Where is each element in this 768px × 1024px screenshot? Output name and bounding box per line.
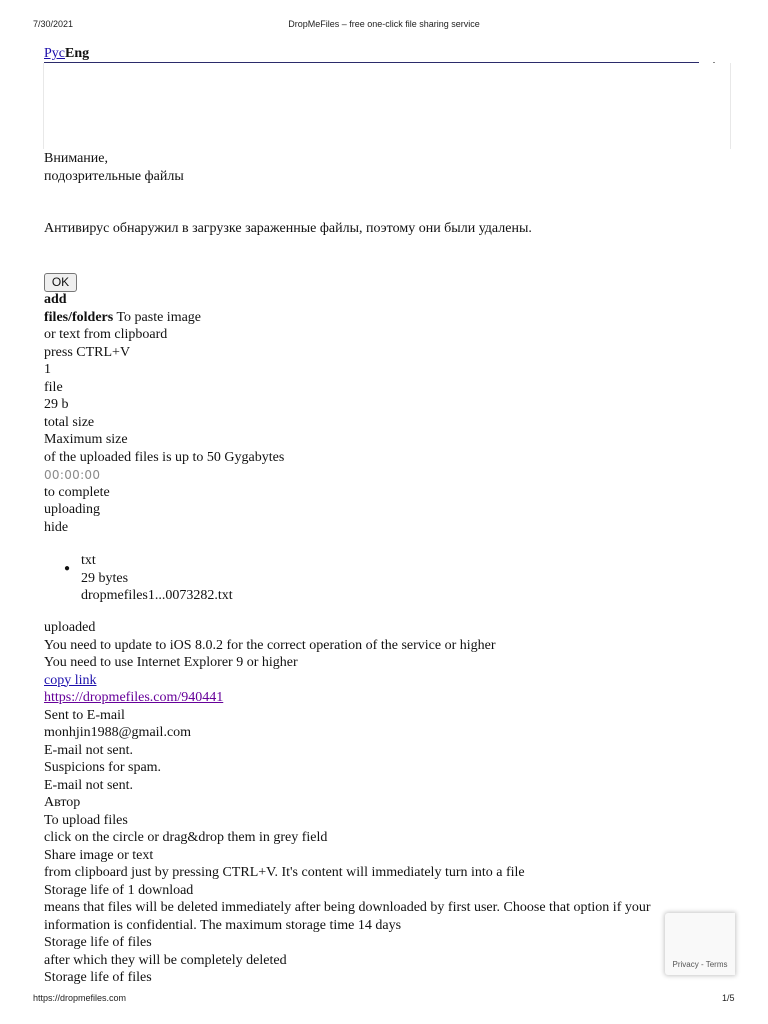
max-size-title: Maximum size (44, 432, 128, 447)
max-size-text: of the uploaded files is up to 50 Gygabytes (44, 449, 285, 465)
storage-1-text-1: means that files will be deleted immediately after being downloaded by first user. Choose that option if your (44, 900, 651, 915)
ios-notice: You need to update to iOS 8.0.2 for the correct operation of the service or higher (44, 637, 496, 653)
storage-2-title: Storage life of files (44, 935, 152, 950)
share-url-link[interactable]: https://dropmefiles.com/940441 (44, 690, 224, 705)
email-value: monhjin1988@gmail.com (44, 725, 192, 740)
upload-frame (43, 63, 731, 149)
spam-notice: Suspicions for spam. (44, 760, 162, 775)
share-help-title: Share image or text (44, 847, 154, 863)
upload-timer: 00:00:00 (44, 468, 101, 482)
print-date: 7/30/2021 (33, 19, 74, 29)
email-not-sent-1: E-mail not sent. (44, 742, 134, 758)
print-page-number: 1/5 (722, 993, 735, 1003)
file-size: 29 bytes (81, 570, 129, 586)
print-title: DropMeFiles – free one-click file sharing service (288, 19, 480, 29)
warning-title-1: Внимание, (44, 151, 108, 166)
storage-1-title: Storage life of 1 download (44, 882, 194, 898)
recaptcha-terms (665, 960, 735, 969)
ie-notice: You need to use Internet Explorer 9 or higher (44, 655, 298, 670)
storage-1-text-2: information is confidential. The maximum storage time 14 days (44, 917, 402, 933)
print-url: https://dropmefiles.com (33, 993, 127, 1003)
copy-link[interactable]: copy link (44, 672, 97, 688)
recaptcha-badge (665, 913, 735, 975)
sent-to-email-label: Sent to E-mail (44, 707, 125, 723)
warning-message: Антивирус обнаружил в загрузке зараженные файлы, поэтому они были удалены. (44, 221, 532, 236)
lang-ru-link[interactable]: Рус (44, 46, 65, 61)
warning-title-2: подозрительные файлы (44, 168, 184, 184)
ok-button[interactable]: OK (44, 273, 77, 292)
file-item (81, 552, 233, 605)
language-switcher (44, 45, 89, 62)
uploading-label: uploading (44, 502, 100, 517)
terms-separator: - (698, 960, 706, 969)
file-name: dropmefiles1...0073282.txt (81, 588, 233, 603)
hide-toggle[interactable]: hide (44, 519, 69, 535)
total-size-value: 29 b (44, 397, 69, 412)
uploaded-label: uploaded (44, 620, 96, 635)
paste-hint-2: or text from clipboard (44, 327, 168, 342)
total-size-label: total size (44, 414, 95, 430)
add-label[interactable]: add (44, 292, 67, 307)
storage-2-text: after which they will be completely deleted (44, 952, 287, 968)
privacy-link[interactable]: Privacy (672, 960, 699, 969)
file-ext: txt (81, 553, 96, 568)
to-complete-label: to complete (44, 484, 110, 500)
file-label: file (44, 379, 63, 395)
share-help-text: from clipboard just by pressing CTRL+V. It's content will immediately turn into a file (44, 865, 525, 880)
author-label: Автор (44, 795, 81, 810)
lang-en-current: Eng (65, 46, 90, 61)
upload-help-title: To upload files (44, 812, 128, 828)
file-count: 1 (44, 362, 51, 377)
file-bullet: ● (64, 563, 71, 574)
add-files-folders-label[interactable]: files/folders (44, 309, 114, 325)
upload-help-text: click on the circle or drag&drop them in grey field (44, 830, 328, 845)
email-not-sent-2: E-mail not sent. (44, 777, 134, 793)
terms-link[interactable]: Terms (705, 960, 728, 969)
storage-3-title: Storage life of files (44, 970, 152, 985)
paste-hint-1: To paste image (116, 309, 202, 325)
paste-hint-3: press CTRL+V (44, 344, 131, 360)
add-files-line (44, 309, 201, 327)
